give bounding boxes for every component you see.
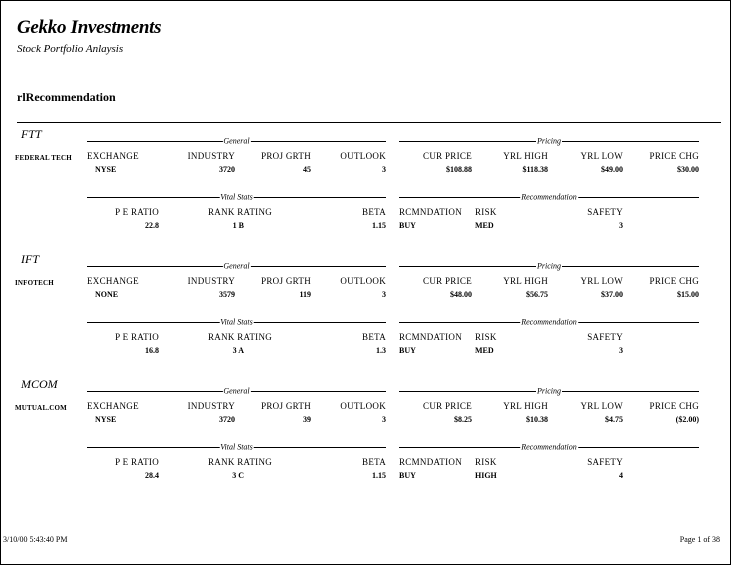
- cur-price-label: CUR PRICE: [423, 151, 472, 161]
- company-title: Gekko Investments: [17, 17, 162, 38]
- safety-value: 3: [619, 221, 623, 230]
- pe-ratio-value: 22.8: [145, 221, 159, 230]
- section-title-general: General: [223, 136, 250, 146]
- section-title-recommendation: Recommendation: [521, 442, 577, 452]
- exchange-value: NYSE: [95, 165, 117, 174]
- safety-label: SAFETY: [587, 332, 623, 342]
- risk-label: RISK: [475, 207, 497, 217]
- yrl-low-value: $37.00: [601, 290, 623, 299]
- yrl-high-value: $10.38: [526, 415, 548, 424]
- rcmndation-value: BUY: [399, 346, 416, 355]
- risk-value: MED: [475, 346, 494, 355]
- outlook-value: 3: [382, 290, 386, 299]
- safety-value: 3: [619, 346, 623, 355]
- yrl-low-label: YRL LOW: [580, 401, 623, 411]
- report-name: rlRecommendation: [17, 90, 116, 104]
- industry-label: INDUSTRY: [187, 401, 235, 411]
- industry-value: 3720: [219, 165, 235, 174]
- outlook-label: OUTLOOK: [340, 151, 386, 161]
- section-title-recommendation: Recommendation: [521, 317, 577, 327]
- yrl-low-label: YRL LOW: [580, 151, 623, 161]
- section-title-pricing: Pricing: [537, 386, 561, 396]
- stock-name: FEDERAL TECH: [15, 154, 72, 162]
- rcmndation-label: RCMNDATION: [399, 207, 463, 217]
- pe-ratio-value: 16.8: [145, 346, 159, 355]
- outlook-label: OUTLOOK: [340, 276, 386, 286]
- pe-ratio-label: P E RATIO: [115, 207, 159, 217]
- yrl-low-label: YRL LOW: [580, 276, 623, 286]
- exchange-value: NYSE: [95, 415, 117, 424]
- price-chg-label: PRICE CHG: [649, 276, 699, 286]
- rank-rating-value: 3 C: [232, 471, 244, 480]
- stock-block-mcom: [1, 372, 730, 492]
- industry-label: INDUSTRY: [187, 276, 235, 286]
- section-title-vital-stats: Vital Stats: [220, 192, 253, 202]
- risk-value: MED: [475, 221, 494, 230]
- rank-rating-label: RANK RATING: [208, 457, 273, 467]
- price-chg-value: ($2.00): [675, 415, 699, 424]
- proj-grth-value: 39: [303, 415, 311, 424]
- price-chg-label: PRICE CHG: [649, 151, 699, 161]
- rank-rating-value: 3 A: [232, 346, 244, 355]
- proj-grth-label: PROJ GRTH: [261, 151, 311, 161]
- yrl-high-label: YRL HIGH: [503, 401, 548, 411]
- rank-rating-value: 1 B: [232, 221, 244, 230]
- yrl-high-label: YRL HIGH: [503, 151, 548, 161]
- section-title-pricing: Pricing: [537, 261, 561, 271]
- stock-symbol: FTT: [21, 127, 42, 141]
- stock-symbol: IFT: [21, 252, 39, 266]
- exchange-label: EXCHANGE: [87, 151, 139, 161]
- exchange-label: EXCHANGE: [87, 401, 139, 411]
- industry-label: INDUSTRY: [187, 151, 235, 161]
- section-title-vital-stats: Vital Stats: [220, 442, 253, 452]
- safety-value: 4: [619, 471, 623, 480]
- price-chg-value: $30.00: [677, 165, 699, 174]
- beta-label: BETA: [362, 457, 386, 467]
- beta-label: BETA: [362, 207, 386, 217]
- cur-price-value: $48.00: [450, 290, 472, 299]
- cur-price-label: CUR PRICE: [423, 401, 472, 411]
- proj-grth-value: 45: [303, 165, 311, 174]
- footer-timestamp: 3/10/00 5:43:40 PM: [3, 535, 68, 544]
- stock-name: INFOTECH: [15, 279, 54, 287]
- exchange-value: NONE: [95, 290, 119, 299]
- beta-value: 1.15: [372, 471, 386, 480]
- rank-rating-label: RANK RATING: [208, 207, 273, 217]
- risk-label: RISK: [475, 332, 497, 342]
- exchange-label: EXCHANGE: [87, 276, 139, 286]
- proj-grth-label: PROJ GRTH: [261, 276, 311, 286]
- yrl-low-value: $49.00: [601, 165, 623, 174]
- safety-label: SAFETY: [587, 457, 623, 467]
- yrl-high-value: $118.38: [522, 165, 548, 174]
- cur-price-value: $8.25: [454, 415, 472, 424]
- stock-block-ift: [1, 247, 730, 367]
- price-chg-value: $15.00: [677, 290, 699, 299]
- safety-label: SAFETY: [587, 207, 623, 217]
- proj-grth-value: 119: [299, 290, 311, 299]
- stock-block-ftt: [1, 122, 730, 242]
- risk-value: HIGH: [475, 471, 497, 480]
- rcmndation-value: BUY: [399, 471, 416, 480]
- section-title-vital-stats: Vital Stats: [220, 317, 253, 327]
- cur-price-value: $108.88: [446, 165, 472, 174]
- rcmndation-label: RCMNDATION: [399, 332, 463, 342]
- section-title-general: General: [223, 261, 250, 271]
- yrl-high-value: $56.75: [526, 290, 548, 299]
- section-title-recommendation: Recommendation: [521, 192, 577, 202]
- rcmndation-label: RCMNDATION: [399, 457, 463, 467]
- footer-page-number: Page 1 of 38: [679, 535, 720, 544]
- section-title-general: General: [223, 386, 250, 396]
- report-subtitle: Stock Portfolio Anlaysis: [17, 43, 124, 55]
- outlook-label: OUTLOOK: [340, 401, 386, 411]
- outlook-value: 3: [382, 415, 386, 424]
- rank-rating-label: RANK RATING: [208, 332, 273, 342]
- industry-value: 3720: [219, 415, 235, 424]
- pe-ratio-label: P E RATIO: [115, 457, 159, 467]
- stock-symbol: MCOM: [21, 377, 58, 391]
- beta-value: 1.15: [372, 221, 386, 230]
- section-title-pricing: Pricing: [537, 136, 561, 146]
- cur-price-label: CUR PRICE: [423, 276, 472, 286]
- pe-ratio-label: P E RATIO: [115, 332, 159, 342]
- yrl-low-value: $4.75: [605, 415, 623, 424]
- pe-ratio-value: 28.4: [145, 471, 159, 480]
- industry-value: 3579: [219, 290, 235, 299]
- stock-name: MUTUAL.COM: [15, 404, 67, 412]
- risk-label: RISK: [475, 457, 497, 467]
- price-chg-label: PRICE CHG: [649, 401, 699, 411]
- beta-label: BETA: [362, 332, 386, 342]
- proj-grth-label: PROJ GRTH: [261, 401, 311, 411]
- yrl-high-label: YRL HIGH: [503, 276, 548, 286]
- rcmndation-value: BUY: [399, 221, 416, 230]
- beta-value: 1.3: [376, 346, 386, 355]
- outlook-value: 3: [382, 165, 386, 174]
